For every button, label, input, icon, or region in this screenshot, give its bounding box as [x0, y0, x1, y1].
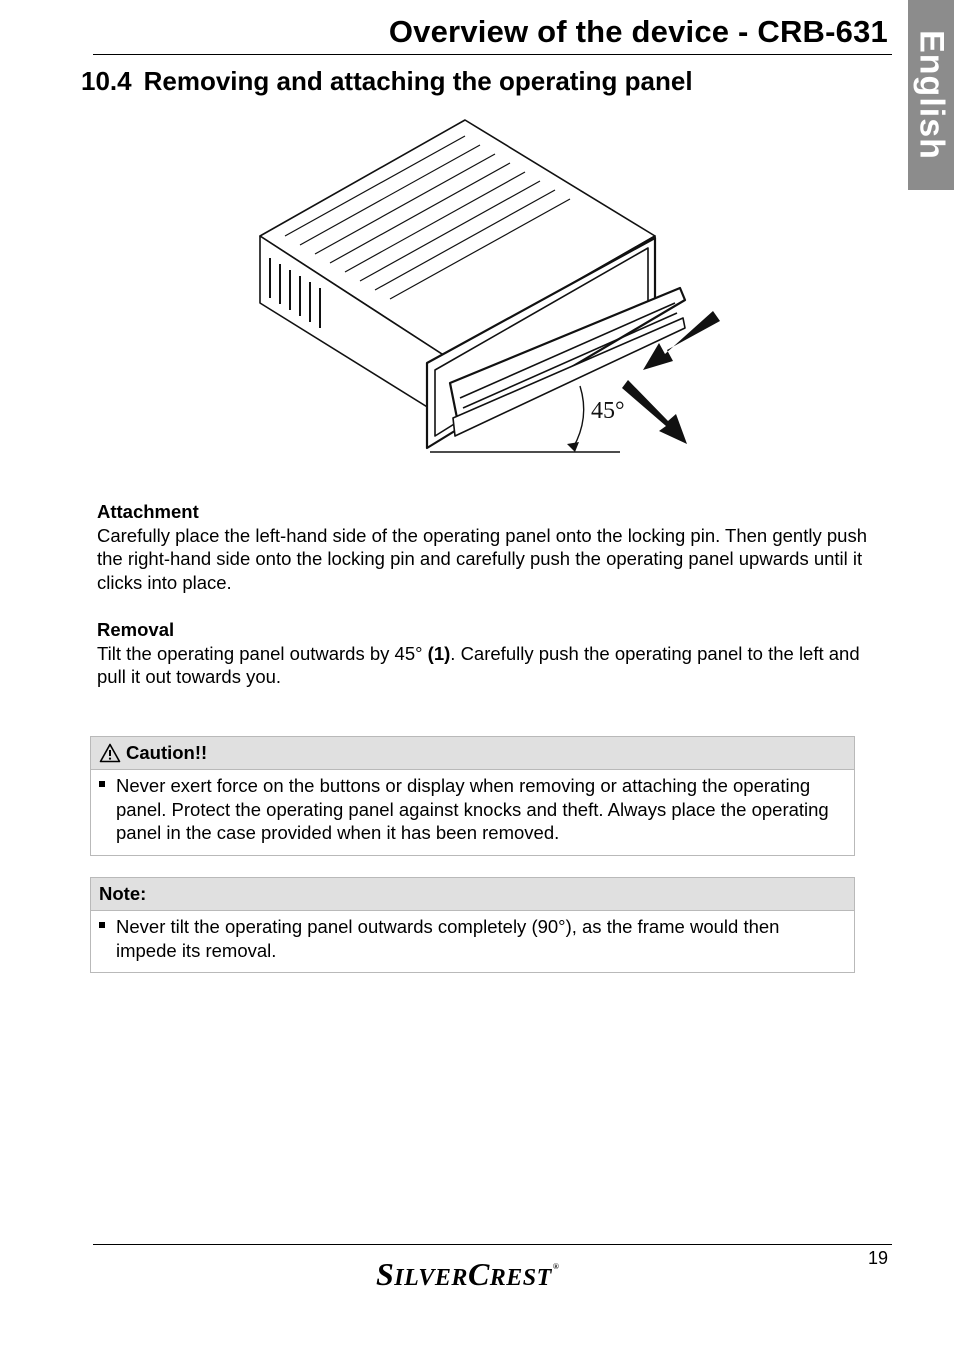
- angle-label: 45°: [591, 398, 625, 424]
- removal-reference: (1): [427, 642, 451, 664]
- bullet-icon: [99, 781, 105, 787]
- removal-section: [97, 618, 877, 689]
- header-divider: [93, 54, 892, 55]
- removal-text-start: Tilt the operating panel outwards by 45°: [97, 642, 428, 664]
- attachment-text: Carefully place the left-hand side of the operating panel onto the locking pin. Then gently push the right-hand side onto the locking pin and carefully push the operating panel upwards until it clicks into place.: [97, 524, 867, 593]
- caution-box: [90, 736, 855, 856]
- brand-logo: SILVERCREST®: [376, 1256, 560, 1292]
- caution-text: Never exert force on the buttons or display when removing or attaching the operating panel. Protect the operating panel against knocks and theft. Always place the operating panel in the case provided when it has been removed.: [116, 775, 829, 843]
- footer-divider: [93, 1244, 892, 1245]
- note-title: Note:: [99, 883, 147, 904]
- note-box: [90, 877, 855, 973]
- warning-triangle-icon: [99, 743, 121, 763]
- device-panel-illustration: [255, 118, 725, 458]
- caution-header: [91, 737, 854, 770]
- section-title: Removing and attaching the operating panel: [143, 66, 693, 96]
- caution-list-item: [91, 770, 854, 855]
- note-text: Never tilt the operating panel outwards completely (90°), as the frame would then impede its removal.: [116, 916, 780, 961]
- page-number: 19: [867, 1248, 888, 1268]
- removal-text-end: . Carefully push the operating panel to the left and pull it out towards you.: [97, 642, 860, 687]
- attachment-heading: Attachment: [97, 501, 199, 522]
- note-list-item: [91, 911, 854, 972]
- removal-text: [97, 642, 877, 689]
- section-number: 10.4: [81, 66, 132, 96]
- language-tab-label: English: [912, 30, 951, 160]
- page-header-title: Overview of the device - CRB-631: [388, 14, 888, 49]
- language-tab: [908, 0, 954, 190]
- note-header: [91, 878, 854, 911]
- section-heading: [81, 66, 693, 97]
- attachment-section: [97, 500, 877, 594]
- caution-title: Caution!!: [126, 742, 208, 763]
- bullet-icon: [99, 922, 105, 928]
- removal-heading: Removal: [97, 619, 175, 640]
